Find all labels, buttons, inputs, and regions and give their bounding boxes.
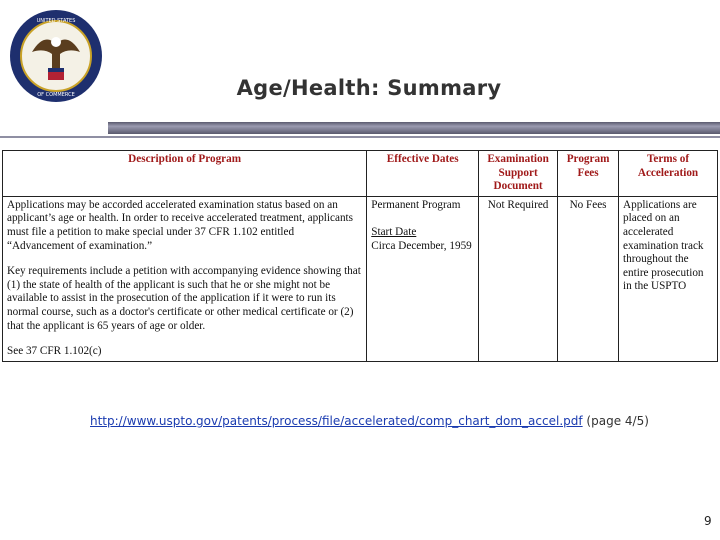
- table-row: [3, 196, 718, 361]
- header-exam-support: [479, 151, 558, 197]
- description-reference: See 37 CFR 1.102(c): [7, 345, 102, 358]
- svg-text:OF COMMERCE: OF COMMERCE: [37, 92, 75, 98]
- header-fees-line-2: Fees: [577, 166, 599, 179]
- description-paragraph-2: Key requirements include a petition with accompanying evidence showing that (1) the state of health of the applicant is such that he or she might not be available to assist in the prosecution of the application if it were to run its normal course, such as a doctor's certificate or other medical certificate or (2) that the applicant is 65 years of age or older.: [7, 265, 361, 332]
- header-terms: [619, 151, 718, 197]
- header-exam-line-3: Document: [493, 180, 543, 193]
- header-description: Description of Program: [3, 151, 367, 197]
- source-page-note: (page 4/5): [582, 414, 649, 428]
- svg-text:UNITED STATES: UNITED STATES: [36, 18, 76, 24]
- cell-terms: Applications are placed on an accelerated examination track throughout the entire prosecution in the USPTO: [619, 196, 718, 361]
- cell-program-fees: No Fees: [558, 196, 619, 361]
- table-header-row: [3, 151, 718, 197]
- description-paragraph-1: Applications may be accorded accelerated examination status based on an applicant’s age or health. In order to receive accelerated treatment, applicants must file a petition to make special under 37 CFR 1.102 entitled “Advancement of examination.”: [7, 198, 354, 252]
- source-pdf-link[interactable]: http://www.uspto.gov/patents/process/file/accelerated/comp_chart_dom_accel.pdf: [90, 414, 583, 428]
- effective-program-type: Permanent Program: [371, 198, 461, 211]
- header-terms-line-2: Acceleration: [637, 166, 699, 179]
- page-number: 9: [704, 514, 712, 528]
- cell-description: [3, 196, 367, 361]
- header-effective-dates: Effective Dates: [367, 151, 479, 197]
- effective-start-value: Circa December, 1959: [371, 239, 472, 252]
- header-terms-line-1: Terms of: [646, 153, 690, 165]
- header-fees-line-1: Program: [566, 153, 610, 165]
- title-divider-line: [0, 136, 720, 138]
- header-exam-line-1: Examination: [487, 153, 549, 165]
- program-summary-table: [2, 150, 718, 362]
- title-divider-band: [108, 122, 720, 134]
- header-exam-line-2: Support: [498, 166, 538, 179]
- effective-start-label: Start Date: [371, 226, 417, 239]
- source-link-line: [90, 414, 649, 428]
- cell-exam-support: Not Required: [479, 196, 558, 361]
- header-program-fees: [558, 151, 619, 197]
- slide-title: Age/Health: Summary: [236, 76, 502, 100]
- cell-effective-dates: [367, 196, 479, 361]
